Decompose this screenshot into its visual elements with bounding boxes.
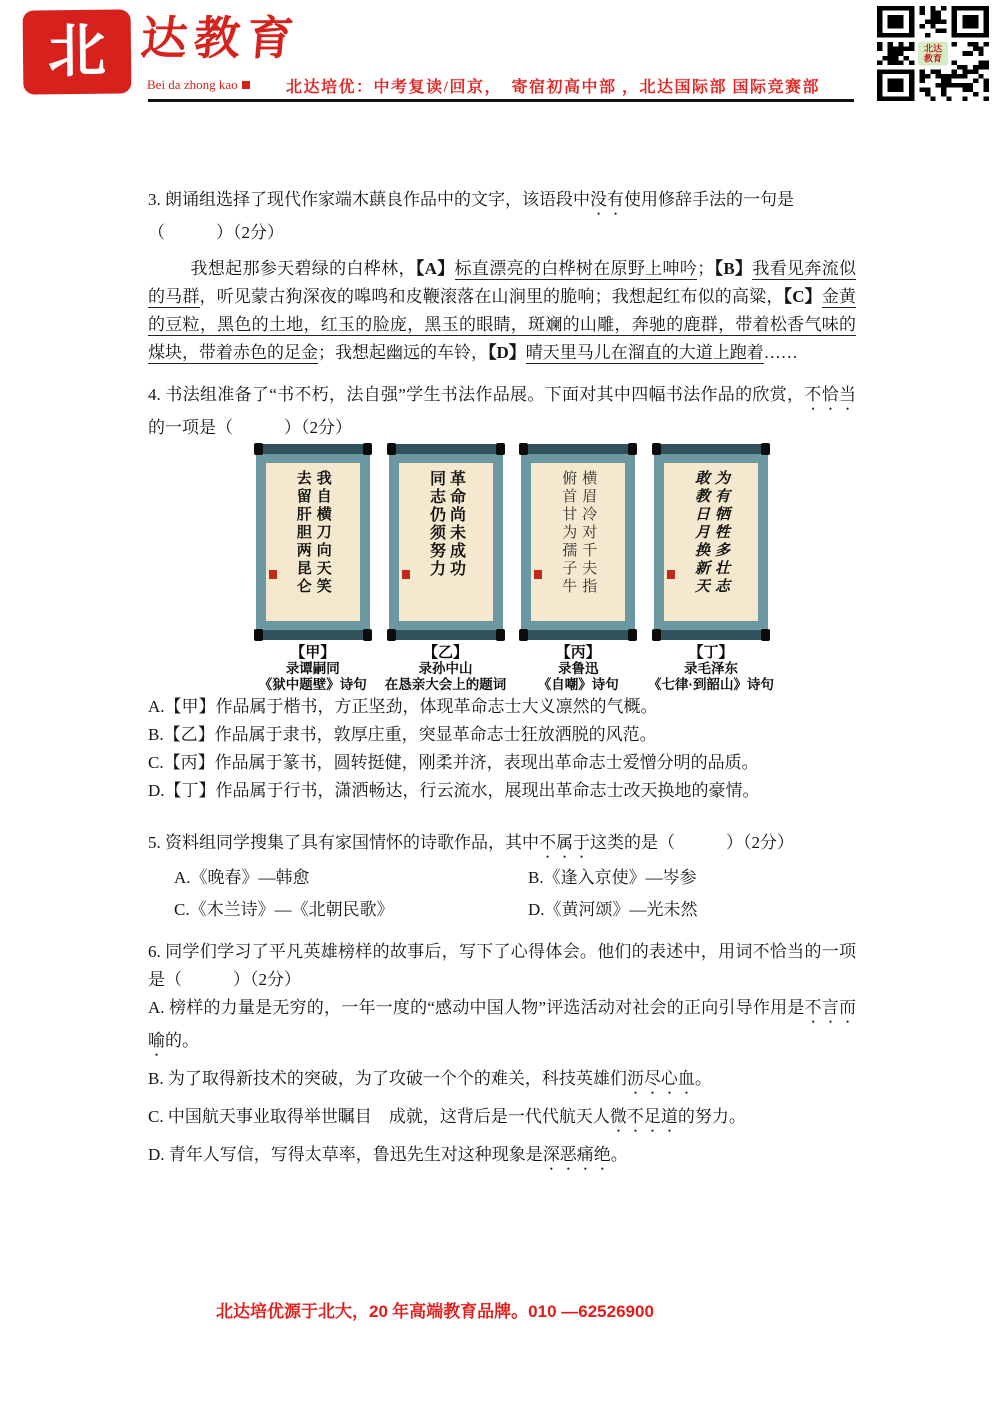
scroll-text	[558, 463, 598, 621]
scroll-jia	[254, 444, 372, 693]
passage-marker-c: 【C】	[783, 287, 822, 306]
scroll-paper	[399, 463, 493, 621]
footer-phone: 010 —62526900	[528, 1302, 654, 1321]
q3-stem-post: 使用修辞手法的一句是	[624, 190, 794, 209]
passage-underlined-a: 标直漂亮的白桦树在原野上呻吟	[454, 259, 698, 278]
scroll-column-right: 我自横刀向天笑	[314, 470, 331, 596]
rod-knob-icon	[628, 443, 637, 455]
q4-option-a: A.【甲】作品属于楷书，方正坚劲，体现革命志士大义凛然的气概。	[148, 697, 658, 716]
question-4	[148, 381, 856, 442]
passage-marker-b: 【B】	[714, 259, 753, 278]
scroll-mat	[389, 454, 503, 630]
brand-subtitle-text: Bei da zhong kao	[147, 77, 238, 92]
logo-seal-char: 北	[47, 18, 107, 85]
scroll-author: 录毛泽东	[684, 661, 738, 676]
q6-option-d-pre: D. 青年人写信，写得太草率，鲁迅先生对这种现象是	[148, 1145, 543, 1164]
rod-knob-icon	[519, 629, 528, 641]
q5-option-a: A.《晚春》—韩愈	[174, 868, 310, 887]
scroll-ding	[648, 444, 774, 693]
question-5	[148, 829, 856, 926]
scroll-tag: 【甲】	[290, 644, 336, 661]
q4-stem-post: 的一项是（ ）（2分）	[148, 418, 352, 437]
scroll-source: 在恳亲大会上的题词	[384, 677, 507, 692]
header-divider	[148, 99, 854, 102]
brand-subtitle	[147, 77, 250, 93]
footer-slogan	[216, 1297, 654, 1322]
q4-stem-emphasis: 不恰当	[804, 385, 857, 404]
rod-knob-icon	[652, 443, 661, 455]
scroll-top-rod	[260, 444, 366, 454]
scroll-text	[426, 463, 466, 621]
seal-stamp-icon	[534, 570, 542, 579]
q5-option-b: B.《逢入京使》—岑参	[528, 868, 697, 887]
rod-knob-icon	[652, 629, 661, 641]
scroll-mat	[256, 454, 370, 630]
q4-option-d: D.【丁】作品属于行书，潇洒畅达，行云流水，展现出革命志士改天换地的豪情。	[148, 781, 760, 800]
passage-segment: 我想起那参天碧绿的白桦林，	[190, 259, 416, 278]
scroll-bottom-rod	[525, 630, 631, 640]
scroll-top-rod	[393, 444, 499, 454]
brand-title: 达教育	[138, 13, 303, 64]
q4-stem-pre: 4. 书法组准备了“书不朽，法自强”学生书法作品展。下面对其中四幅书法作品的欣赏，	[148, 385, 805, 404]
q5-options-row-2	[148, 894, 856, 926]
header-tagline: 北达培优：中考复读/回京， 寄宿初高中部 ，北达国际部 国际竞赛部	[286, 79, 820, 96]
q4-option-c: C.【丙】作品属于篆书，圆转挺健，刚柔并济，表现出革命志士爱憎分明的品质。	[148, 753, 759, 772]
q6-option-c-pre: C. 中国航天事业取得举世瞩目 成就，这背后是一代代航天人	[148, 1107, 610, 1126]
scroll-bottom-rod	[393, 630, 499, 640]
q6-option-a-pre: A. 榜样的力量是无穷的，一年一度的“感动中国人物”评选活动对社会的正向引导作用是	[148, 998, 805, 1017]
question-6	[148, 938, 856, 1174]
q6-option-d-post: 。	[610, 1145, 628, 1164]
scroll-paper	[266, 463, 360, 621]
rod-knob-icon	[628, 629, 637, 641]
q6-option-d	[148, 1140, 856, 1174]
qr-code	[877, 6, 989, 101]
passage-underlined-c: 金黄的豆粒，黑色的土地，红玉的脸庞，黑玉的眼睛，斑斓的山雕，奔驰的鹿群，带着松香气味的煤块，带着赤色的足金	[148, 287, 857, 362]
passage-segment: ；我想起幽远的车铃，	[318, 343, 488, 362]
rod-knob-icon	[387, 629, 396, 641]
q6-option-a	[148, 994, 856, 1060]
footer-text: 年高端教育品牌。	[387, 1302, 529, 1321]
scroll-tag: 【丁】	[688, 644, 734, 661]
rod-knob-icon	[254, 629, 263, 641]
passage-segment: ，听见蒙古狗深夜的嗥鸣和皮鞭滚落在山涧里的脆响；我想起红布似的高粱，	[199, 287, 784, 306]
rod-knob-icon	[761, 629, 770, 641]
passage-segment: ；	[697, 259, 715, 278]
scroll-source: 《狱中题壁》诗句	[258, 677, 367, 692]
q5-stem-emphasis: 不属于	[539, 833, 590, 852]
scroll-top-rod	[525, 444, 631, 454]
passage-marker-d: 【D】	[488, 343, 526, 362]
scroll-paper	[664, 463, 758, 621]
q6-option-a-emphasis: 不言而喻	[148, 998, 856, 1050]
rod-knob-icon	[387, 443, 396, 455]
scroll-tag: 【乙】	[422, 644, 468, 661]
scroll-column-left: 敢教日月换新天	[693, 470, 709, 596]
q6-option-c-post: 的努力。	[677, 1107, 746, 1126]
q6-option-b-emphasis: 沥尽心血	[626, 1069, 695, 1088]
q6-option-a-post: 的。	[165, 1031, 199, 1050]
seal-stamp-icon	[402, 570, 410, 579]
red-square-icon	[242, 81, 250, 89]
exam-body	[148, 186, 856, 1174]
rod-knob-icon	[254, 443, 263, 455]
q4-options	[148, 693, 856, 805]
q6-option-c	[148, 1102, 856, 1136]
scroll-source: 《自嘲》诗句	[537, 677, 619, 692]
q3-answer-blank: （ ）（2分）	[148, 223, 284, 242]
scroll-text	[691, 463, 731, 621]
q5-option-c: C.《木兰诗》—《北朝民歌》	[174, 900, 394, 919]
scroll-bottom-rod	[260, 630, 366, 640]
scroll-column-left: 俯首甘为孺子牛	[560, 470, 577, 596]
q6-option-b-post: 。	[694, 1069, 712, 1088]
footer-text: 北达培优源于北大，	[216, 1302, 369, 1321]
scroll-column-right: 革命尚未成功	[447, 470, 465, 578]
q6-option-c-emphasis: 微不足道	[609, 1107, 678, 1126]
qr-center-label: 北达教育	[918, 41, 948, 66]
rod-knob-icon	[496, 629, 505, 641]
scroll-ding-artwork	[654, 444, 768, 640]
scroll-tag: 【丙】	[555, 644, 601, 661]
q6-option-b	[148, 1064, 856, 1098]
scroll-mat	[654, 454, 768, 630]
scroll-yi	[384, 444, 507, 693]
scroll-column-left: 去留肝胆两昆仑	[294, 470, 311, 596]
scroll-author: 录孙中山	[418, 661, 473, 676]
q3-stem-emphasis: 没有	[590, 190, 624, 209]
footer-years: 20	[369, 1302, 388, 1321]
scroll-column-right: 为有牺牲多壮志	[713, 470, 729, 596]
q6-stem: 6. 同学们学习了平凡英雄榜样的故事后，写下了心得体会。他们的表述中，用词不恰当的一项是（ ）（2分）	[148, 942, 856, 989]
scroll-column-right: 横眉冷对千夫指	[580, 470, 597, 596]
scroll-author: 录鲁迅	[558, 661, 599, 676]
scroll-jia-caption	[259, 645, 367, 693]
scroll-bottom-rod	[658, 630, 764, 640]
passage-segment: ……	[763, 343, 798, 362]
q3-passage	[148, 255, 856, 367]
scroll-bing-caption	[538, 645, 619, 693]
scroll-yi-artwork	[389, 444, 503, 640]
scroll-source: 《七律·到韶山》诗句	[648, 677, 774, 692]
scroll-column-left: 同志仍须努力	[427, 470, 445, 578]
q3-stem-pre: 3. 朗诵组选择了现代作家端木蕻良作品中的文字，该语段中	[148, 190, 590, 209]
question-3	[148, 186, 856, 367]
logo-seal-icon	[25, 11, 130, 92]
passage-marker-a: 【A】	[415, 259, 455, 278]
seal-stamp-icon	[667, 570, 675, 579]
scroll-author: 录谭嗣同	[285, 661, 340, 676]
passage-underlined-b: 我看见奔流似的马群	[148, 259, 857, 306]
rod-knob-icon	[761, 443, 770, 455]
scroll-ding-caption	[648, 645, 774, 693]
scroll-mat	[521, 454, 635, 630]
rod-knob-icon	[496, 443, 505, 455]
seal-stamp-icon	[269, 570, 277, 579]
q5-stem	[148, 829, 856, 862]
q4-option-b: B.【乙】作品属于隶书，敦厚庄重，突显革命志士狂放洒脱的风范。	[148, 725, 657, 744]
q5-stem-pre: 5. 资料组同学搜集了具有家国情怀的诗歌作品，其中	[148, 833, 539, 852]
q6-option-d-emphasis: 深恶痛绝	[542, 1145, 611, 1164]
rod-knob-icon	[519, 443, 528, 455]
q5-stem-post: 这类的是（ ）（2分）	[590, 833, 794, 852]
q6-option-b-pre: B. 为了取得新技术的突破，为了攻破一个个的难关，科技英雄们	[148, 1069, 627, 1088]
passage-underlined-d: 晴天里马儿在溜直的大道上跑着	[525, 343, 764, 362]
scroll-paper	[531, 463, 625, 621]
scroll-text	[293, 463, 333, 621]
scroll-bing-artwork	[521, 444, 635, 640]
rod-knob-icon	[363, 629, 372, 641]
scroll-jia-artwork	[256, 444, 370, 640]
scroll-bing	[520, 444, 638, 693]
scroll-top-rod	[658, 444, 764, 454]
q5-option-d: D.《黄河颂》—光未然	[528, 900, 698, 919]
q3-stem	[148, 186, 856, 219]
calligraphy-figure	[254, 444, 774, 693]
q5-options-row-1	[148, 862, 856, 894]
rod-knob-icon	[363, 443, 372, 455]
scroll-yi-caption	[385, 645, 507, 693]
